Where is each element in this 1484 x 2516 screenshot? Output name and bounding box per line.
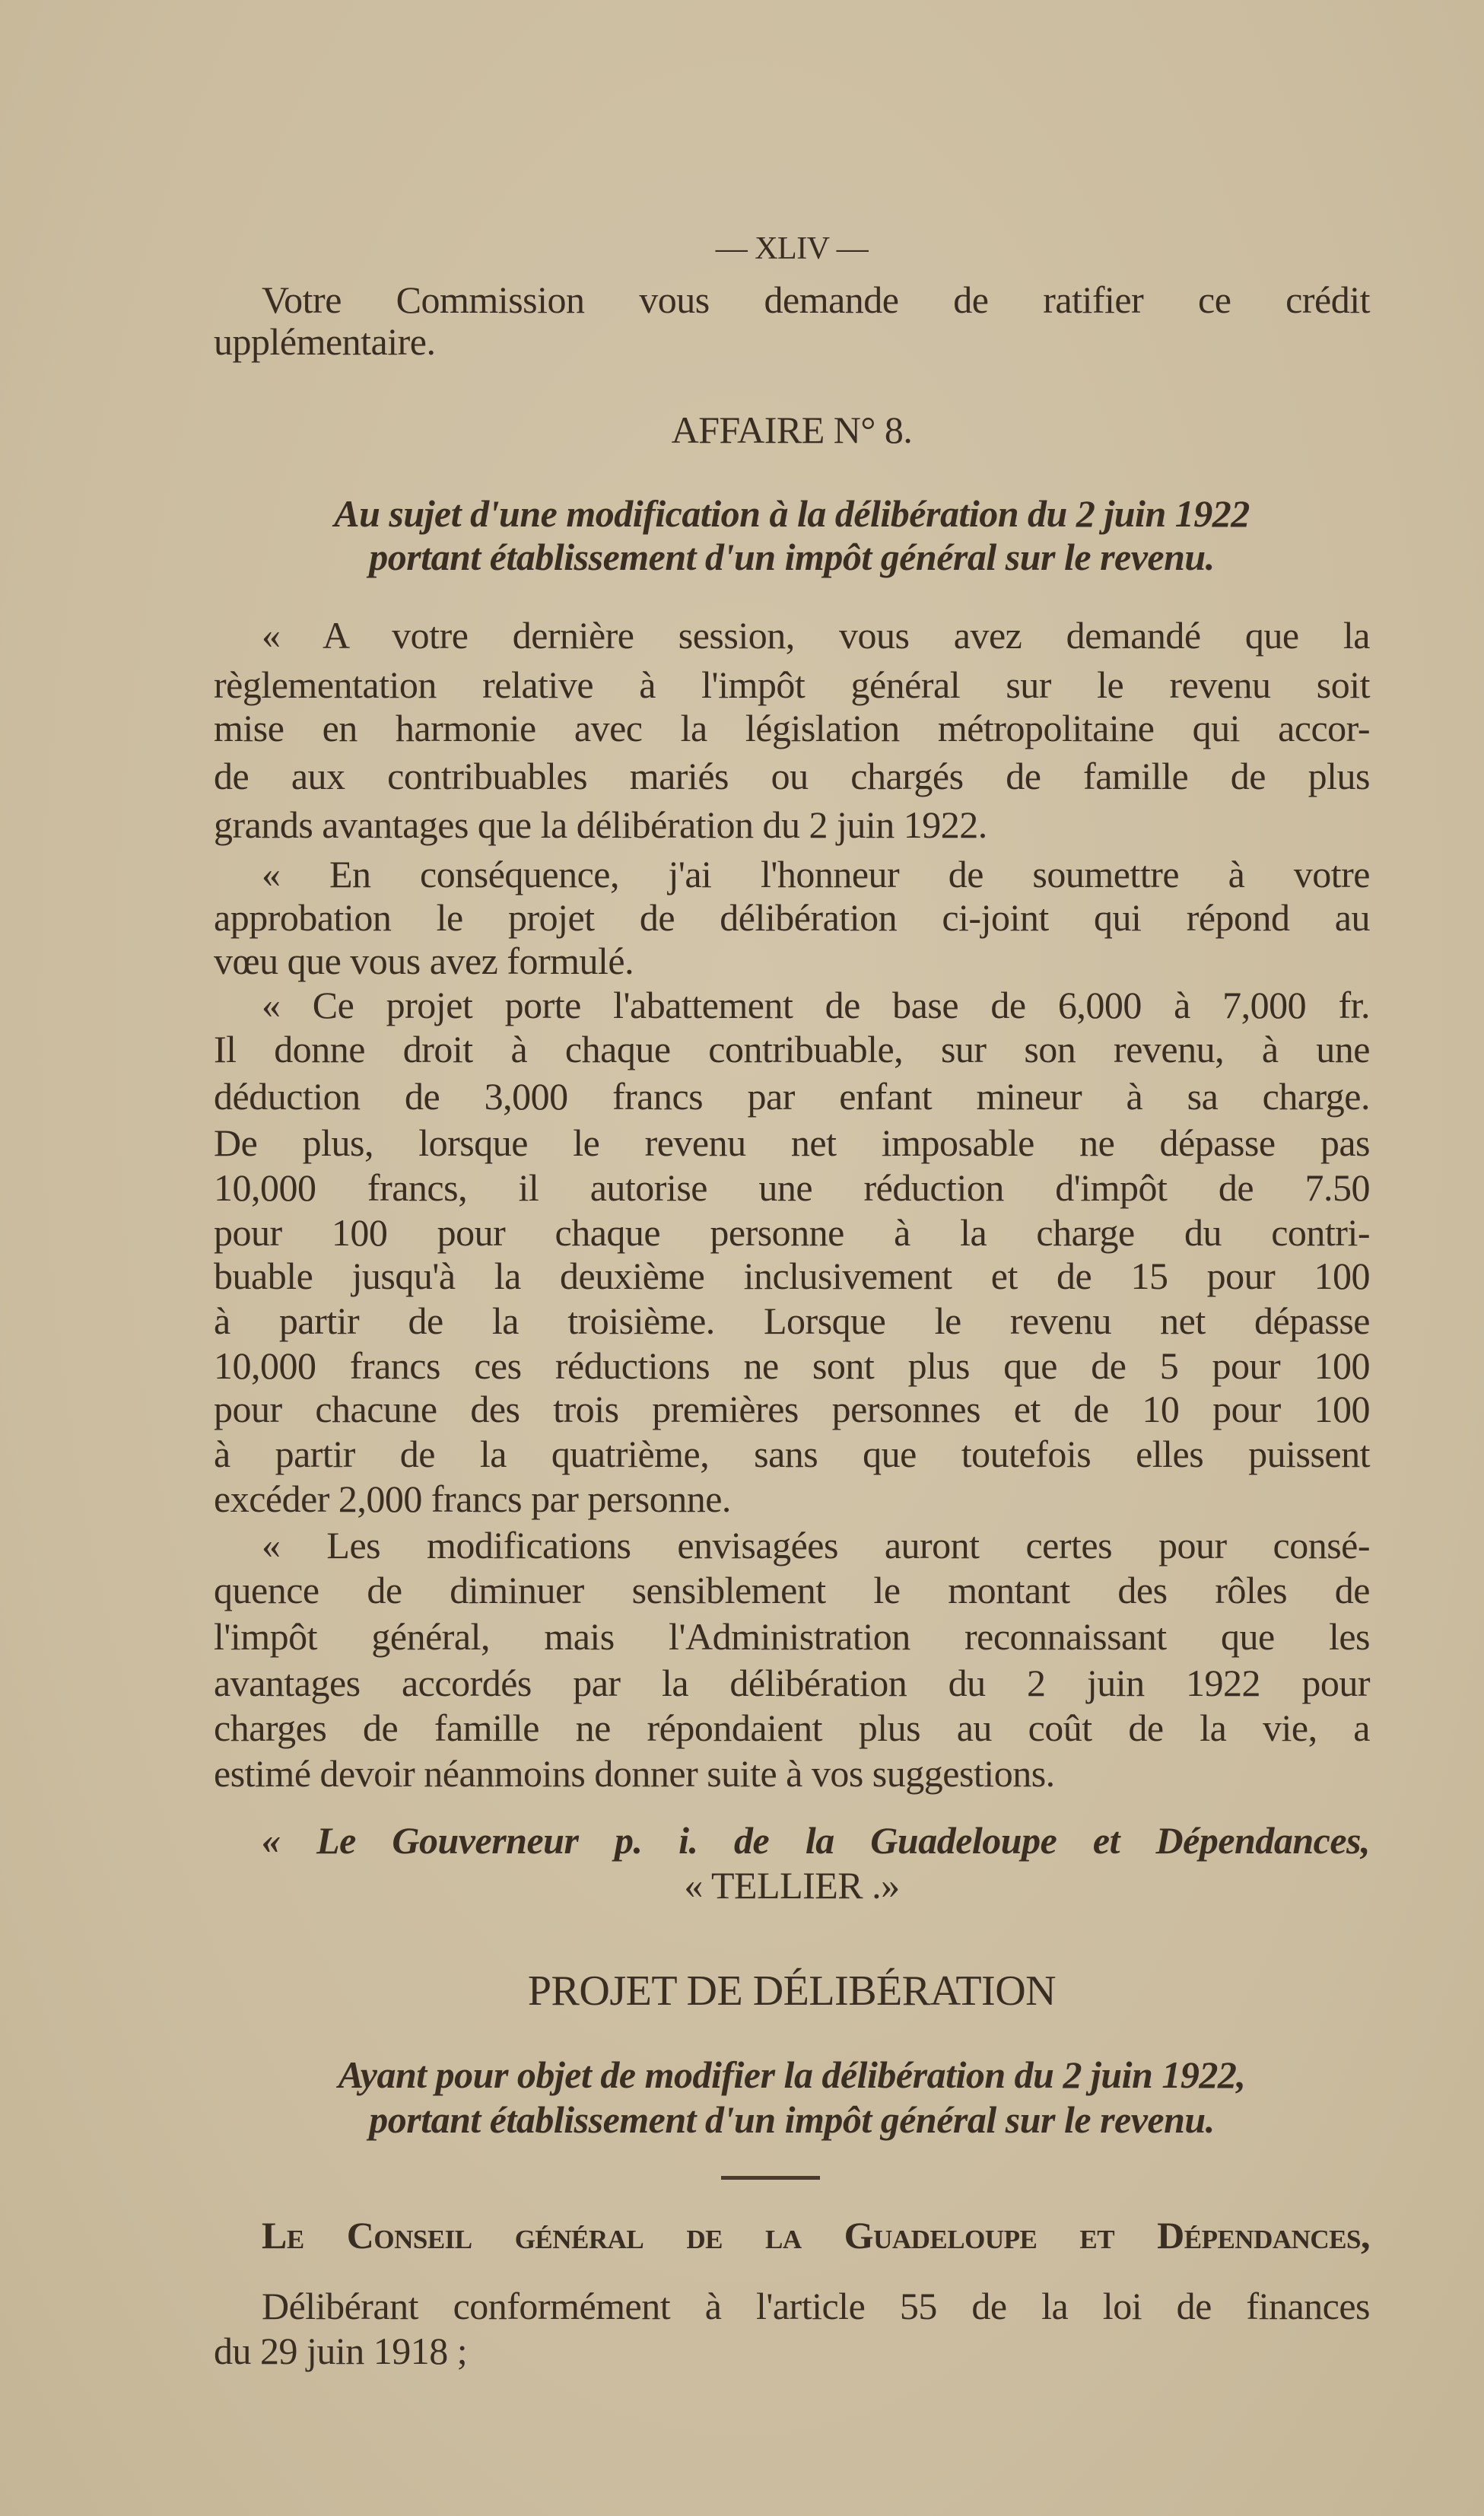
text-line: « A votre dernière session, vous avez demandé que la (262, 614, 1370, 657)
text-line: « Le Gouverneur p. i. de la Guadeloupe et Dépendances, (262, 1819, 1370, 1862)
text-line: 10,000 francs, il autorise une réduction d'impôt de 7.50 (214, 1166, 1370, 1209)
divider-rule (721, 2176, 820, 2180)
text-line: portant établissement d'un impôt général sur le revenu. (369, 2098, 1215, 2141)
text-line: upplémentaire. (214, 320, 436, 363)
text-line: PROJET DE DÉLIBÉRATION (527, 1967, 1057, 2015)
text-line: « TELLIER .» (684, 1864, 900, 1907)
text-line: avantages accordés par la délibération du 2 juin 1922 pour (214, 1662, 1370, 1704)
text-line: vœu que vous avez formulé. (214, 940, 634, 982)
text-line: « Les modifications envisagées auront certes pour consé- (262, 1524, 1370, 1567)
text-line: mise en harmonie avec la législation métropolitaine qui accor- (214, 707, 1370, 749)
text-line: approbation le projet de délibération ci-joint qui répond au (214, 896, 1370, 939)
text-line: à partir de la troisième. Lorsque le revenu net dépasse (214, 1299, 1370, 1342)
text-line: à partir de la quatrième, sans que toutefois elles puissent (214, 1433, 1370, 1475)
text-line: pour chacune des trois premières personnes et de 10 pour 100 (214, 1388, 1370, 1430)
text-line: « Ce projet porte l'abattement de base de 6,000 à 7,000 fr. (262, 984, 1370, 1026)
text-line: De plus, lorsque le revenu net imposable ne dépasse pas (214, 1121, 1370, 1164)
text-line: « En conséquence, j'ai l'honneur de soumettre à votre (262, 853, 1370, 895)
text-line: excéder 2,000 francs par personne. (214, 1477, 731, 1520)
text-line: du 29 juin 1918 ; (214, 2330, 468, 2372)
text-line: pour 100 pour chaque personne à la charge du contri- (214, 1211, 1370, 1254)
text-line: règlementation relative à l'impôt général sur le revenu soit (214, 663, 1370, 706)
text-line: l'impôt général, mais l'Administration reconnaissant que les (214, 1615, 1370, 1658)
text-line: Votre Commission vous demande de ratifier ce crédit (262, 278, 1370, 321)
text-line: 10,000 francs ces réductions ne sont plus que de 5 pour 100 (214, 1344, 1370, 1387)
text-line: Délibérant conformément à l'article 55 de la loi de finances (262, 2285, 1370, 2327)
text-line: charges de famille ne répondaient plus au coût de la vie, a (214, 1706, 1370, 1749)
text-line: déduction de 3,000 francs par enfant mineur à sa charge. (214, 1075, 1370, 1118)
text-line: Au sujet d'une modification à la délibération du 2 juin 1922 (334, 492, 1250, 535)
text-line: grands avantages que la délibération du 2 juin 1922. (214, 803, 987, 846)
text-line: AFFAIRE N° 8. (671, 409, 913, 451)
page-number: — XLIV — (715, 231, 869, 266)
text-line: Ayant pour objet de modifier la délibération du 2 juin 1922, (338, 2053, 1246, 2096)
text-line: buable jusqu'à la deuxième inclusivement et de 15 pour 100 (214, 1255, 1370, 1297)
text-line: de aux contribuables mariés ou chargés de famille de plus (214, 755, 1370, 797)
text-line: estimé devoir néanmoins donner suite à vos suggestions. (214, 1752, 1055, 1795)
text-line: portant établissement d'un impôt général sur le revenu. (369, 536, 1215, 578)
text-line: Le Conseil général de la Guadeloupe et Dépendances, (262, 2214, 1370, 2257)
text-line: quence de diminuer sensiblement le montant des rôles de (214, 1569, 1370, 1611)
text-line: Il donne droit à chaque contribuable, sur son revenu, à une (214, 1028, 1370, 1070)
